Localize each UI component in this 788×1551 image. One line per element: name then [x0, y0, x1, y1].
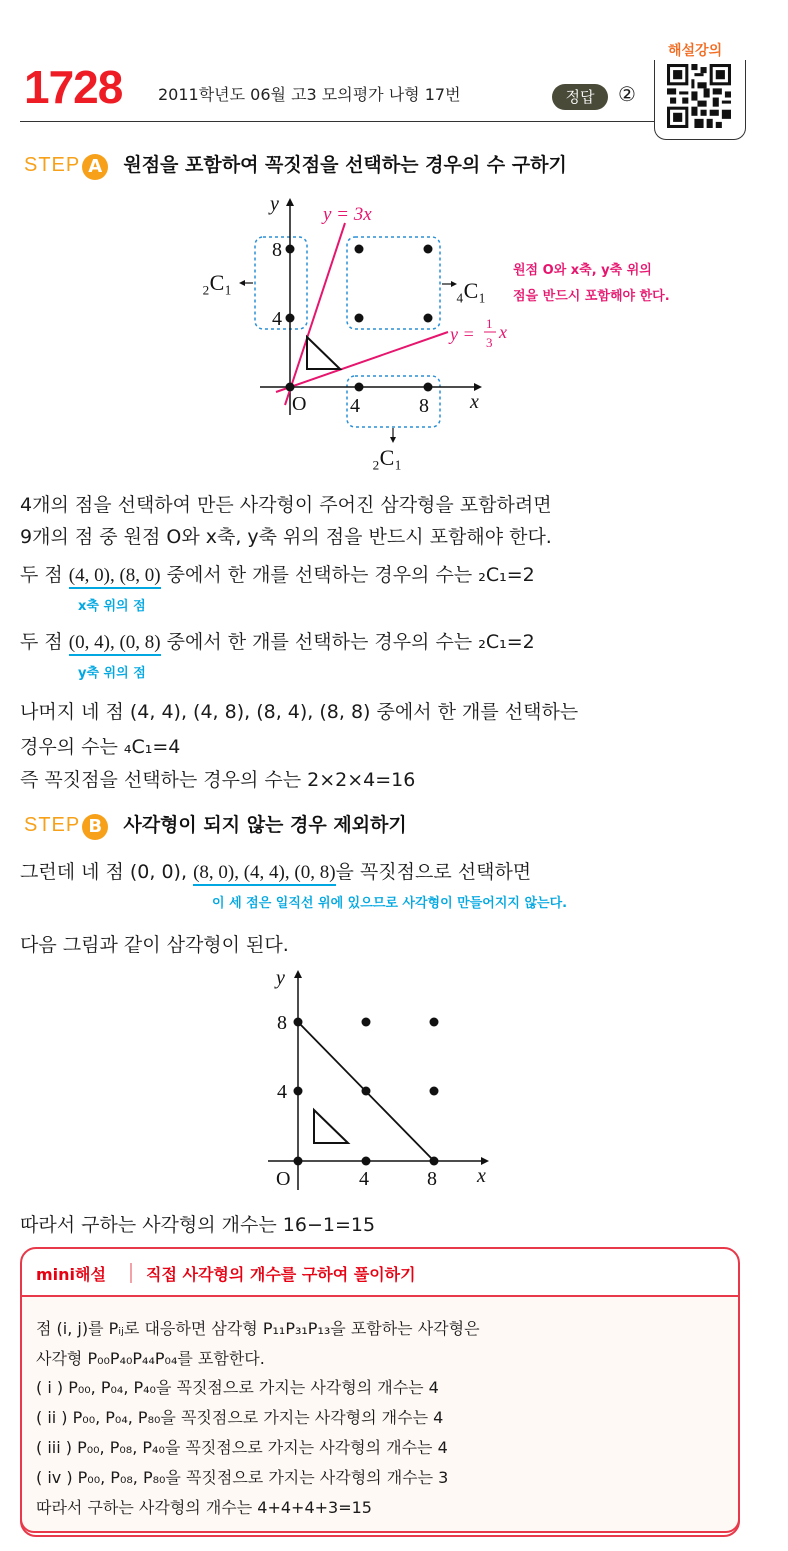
- svg-text:₂C₁: ₂C₁: [202, 270, 233, 295]
- body-a-line7: 즉 꼭짓점을 선택하는 경우의 수는 2×2×4=16: [20, 769, 416, 791]
- body-a-line1: 4개의 점을 선택하여 만든 사각형이 주어진 삼각형을 포함하려면: [20, 494, 552, 516]
- svg-text:x: x: [470, 391, 479, 413]
- figure-note: [513, 258, 670, 310]
- mini-line: ( ii ) P₀₀, P₀₄, P₈₀을 꼭짓점으로 가지는 사각형의 개수는 4: [36, 1408, 444, 1427]
- collinear-note: 이 세 점은 일직선 위에 있으므로 사각형이 만들어지지 않는다.: [212, 896, 568, 911]
- svg-text:₂C₁: ₂C₁: [372, 445, 403, 470]
- mini-line: ( iv ) P₀₀, P₀₈, P₈₀을 꼭짓점으로 가지는 사각형의 개수는 3: [36, 1468, 449, 1487]
- body-a-line2: 9개의 점 중 원점 O와 x축, y축 위의 점을 반드시 포함해야 한다.: [20, 526, 552, 548]
- figure-note-line2: 점을 반드시 포함해야 한다.: [513, 289, 670, 304]
- svg-text:8: 8: [419, 395, 429, 417]
- answer-value: ②: [618, 84, 636, 106]
- conclusion: 따라서 구하는 사각형의 개수는 16−1=15: [20, 1214, 376, 1236]
- svg-text:₄C₁: ₄C₁: [456, 278, 487, 303]
- svg-text:8: 8: [427, 1168, 437, 1190]
- svg-text:O: O: [292, 393, 307, 415]
- x-axis-note: x축 위의 점: [78, 599, 146, 614]
- step-b-header: [24, 810, 407, 840]
- svg-text:y: y: [276, 967, 285, 989]
- step-a-label: STEP: [24, 154, 81, 176]
- svg-text:4: 4: [277, 1081, 287, 1103]
- mini-line: 따라서 구하는 사각형의 개수는 4+4+4+3=15: [36, 1498, 372, 1517]
- collinear-points: (8, 0), (4, 4), (0, 8): [193, 862, 335, 886]
- mini-title: 직접 사각형의 개수를 구하여 풀이하기: [146, 1265, 416, 1284]
- text: 그런데 네 점 (0, 0),: [20, 861, 194, 883]
- mini-line: 사각형 P₀₀P₄₀P₄₄P₀₄를 포함한다.: [36, 1349, 265, 1368]
- svg-text:y = 3x: y = 3x: [323, 204, 372, 225]
- step-b-circle: B: [82, 814, 108, 840]
- text: 두 점: [20, 631, 69, 653]
- mini-line: ( i ) P₀₀, P₀₄, P₄₀을 꼭짓점으로 가지는 사각형의 개수는 4: [36, 1378, 439, 1397]
- x-axis-points: (4, 0), (8, 0): [69, 565, 161, 589]
- y-axis-note: y축 위의 점: [78, 666, 146, 681]
- figure-note-line1: 원점 O와 x축, y축 위의: [513, 263, 652, 278]
- mini-line: 점 (i, j)를 Pᵢⱼ로 대응하면 삼각형 P₁₁P₃₁P₁₃을 포함하는 사각형은: [36, 1319, 480, 1338]
- svg-text:y: y: [270, 193, 279, 215]
- svg-text:4: 4: [350, 395, 360, 417]
- y-axis-points: (0, 4), (0, 8): [69, 632, 161, 656]
- problem-number: 1728: [24, 61, 123, 113]
- svg-text:8: 8: [272, 239, 282, 261]
- step-b-label: STEP: [24, 814, 81, 836]
- svg-text:3: 3: [486, 335, 493, 350]
- step-a-header: [24, 150, 567, 180]
- body-a-line5: 나머지 네 점 (4, 4), (4, 8), (8, 4), (8, 8) 중에서 한 개를 선택하는: [20, 701, 579, 723]
- svg-text:O: O: [276, 1168, 291, 1190]
- mini-separator: [130, 1263, 132, 1283]
- step-a-circle: A: [82, 154, 108, 180]
- step-b-title: 사각형이 되지 않는 경우 제외하기: [123, 814, 407, 836]
- svg-text:8: 8: [277, 1012, 287, 1034]
- mini-line: ( iii ) P₀₀, P₀₈, P₄₀을 꼭짓점으로 가지는 사각형의 개수는 4: [36, 1438, 448, 1457]
- lecture-label: 해설강의: [668, 43, 723, 59]
- body-a-line3: [20, 560, 535, 587]
- body-b-line1: [20, 857, 531, 884]
- svg-text:x: x: [499, 322, 507, 342]
- answer-badge: 정답: [552, 84, 608, 110]
- mini-badge: mini해설: [36, 1265, 106, 1284]
- text: 중에서 한 개를 선택하는 경우의 수는 ₂C₁=2: [160, 564, 535, 586]
- problem-source: 2011학년도 06월 고3 모의평가 나형 17번: [158, 85, 461, 104]
- text: 두 점: [20, 564, 69, 586]
- text: 중에서 한 개를 선택하는 경우의 수는 ₂C₁=2: [160, 631, 535, 653]
- body-a-line4: [20, 627, 535, 654]
- svg-text:y =: y =: [450, 324, 475, 344]
- figure-lattice-lines: [190, 190, 710, 480]
- svg-text:4: 4: [359, 1168, 369, 1190]
- svg-text:x: x: [477, 1165, 486, 1187]
- svg-text:1: 1: [486, 316, 493, 331]
- header-divider: [20, 121, 656, 122]
- body-b-line2: 다음 그림과 같이 삼각형이 된다.: [20, 934, 289, 956]
- text: 을 꼭짓점으로 선택하면: [335, 861, 532, 883]
- qr-code-icon[interactable]: [667, 64, 731, 128]
- body-a-line6: 경우의 수는 ₄C₁=4: [20, 736, 181, 758]
- figure-degenerate-triangle: [260, 960, 500, 1195]
- step-a-title: 원점을 포함하여 꼭짓점을 선택하는 경우의 수 구하기: [123, 154, 567, 176]
- svg-text:4: 4: [272, 308, 282, 330]
